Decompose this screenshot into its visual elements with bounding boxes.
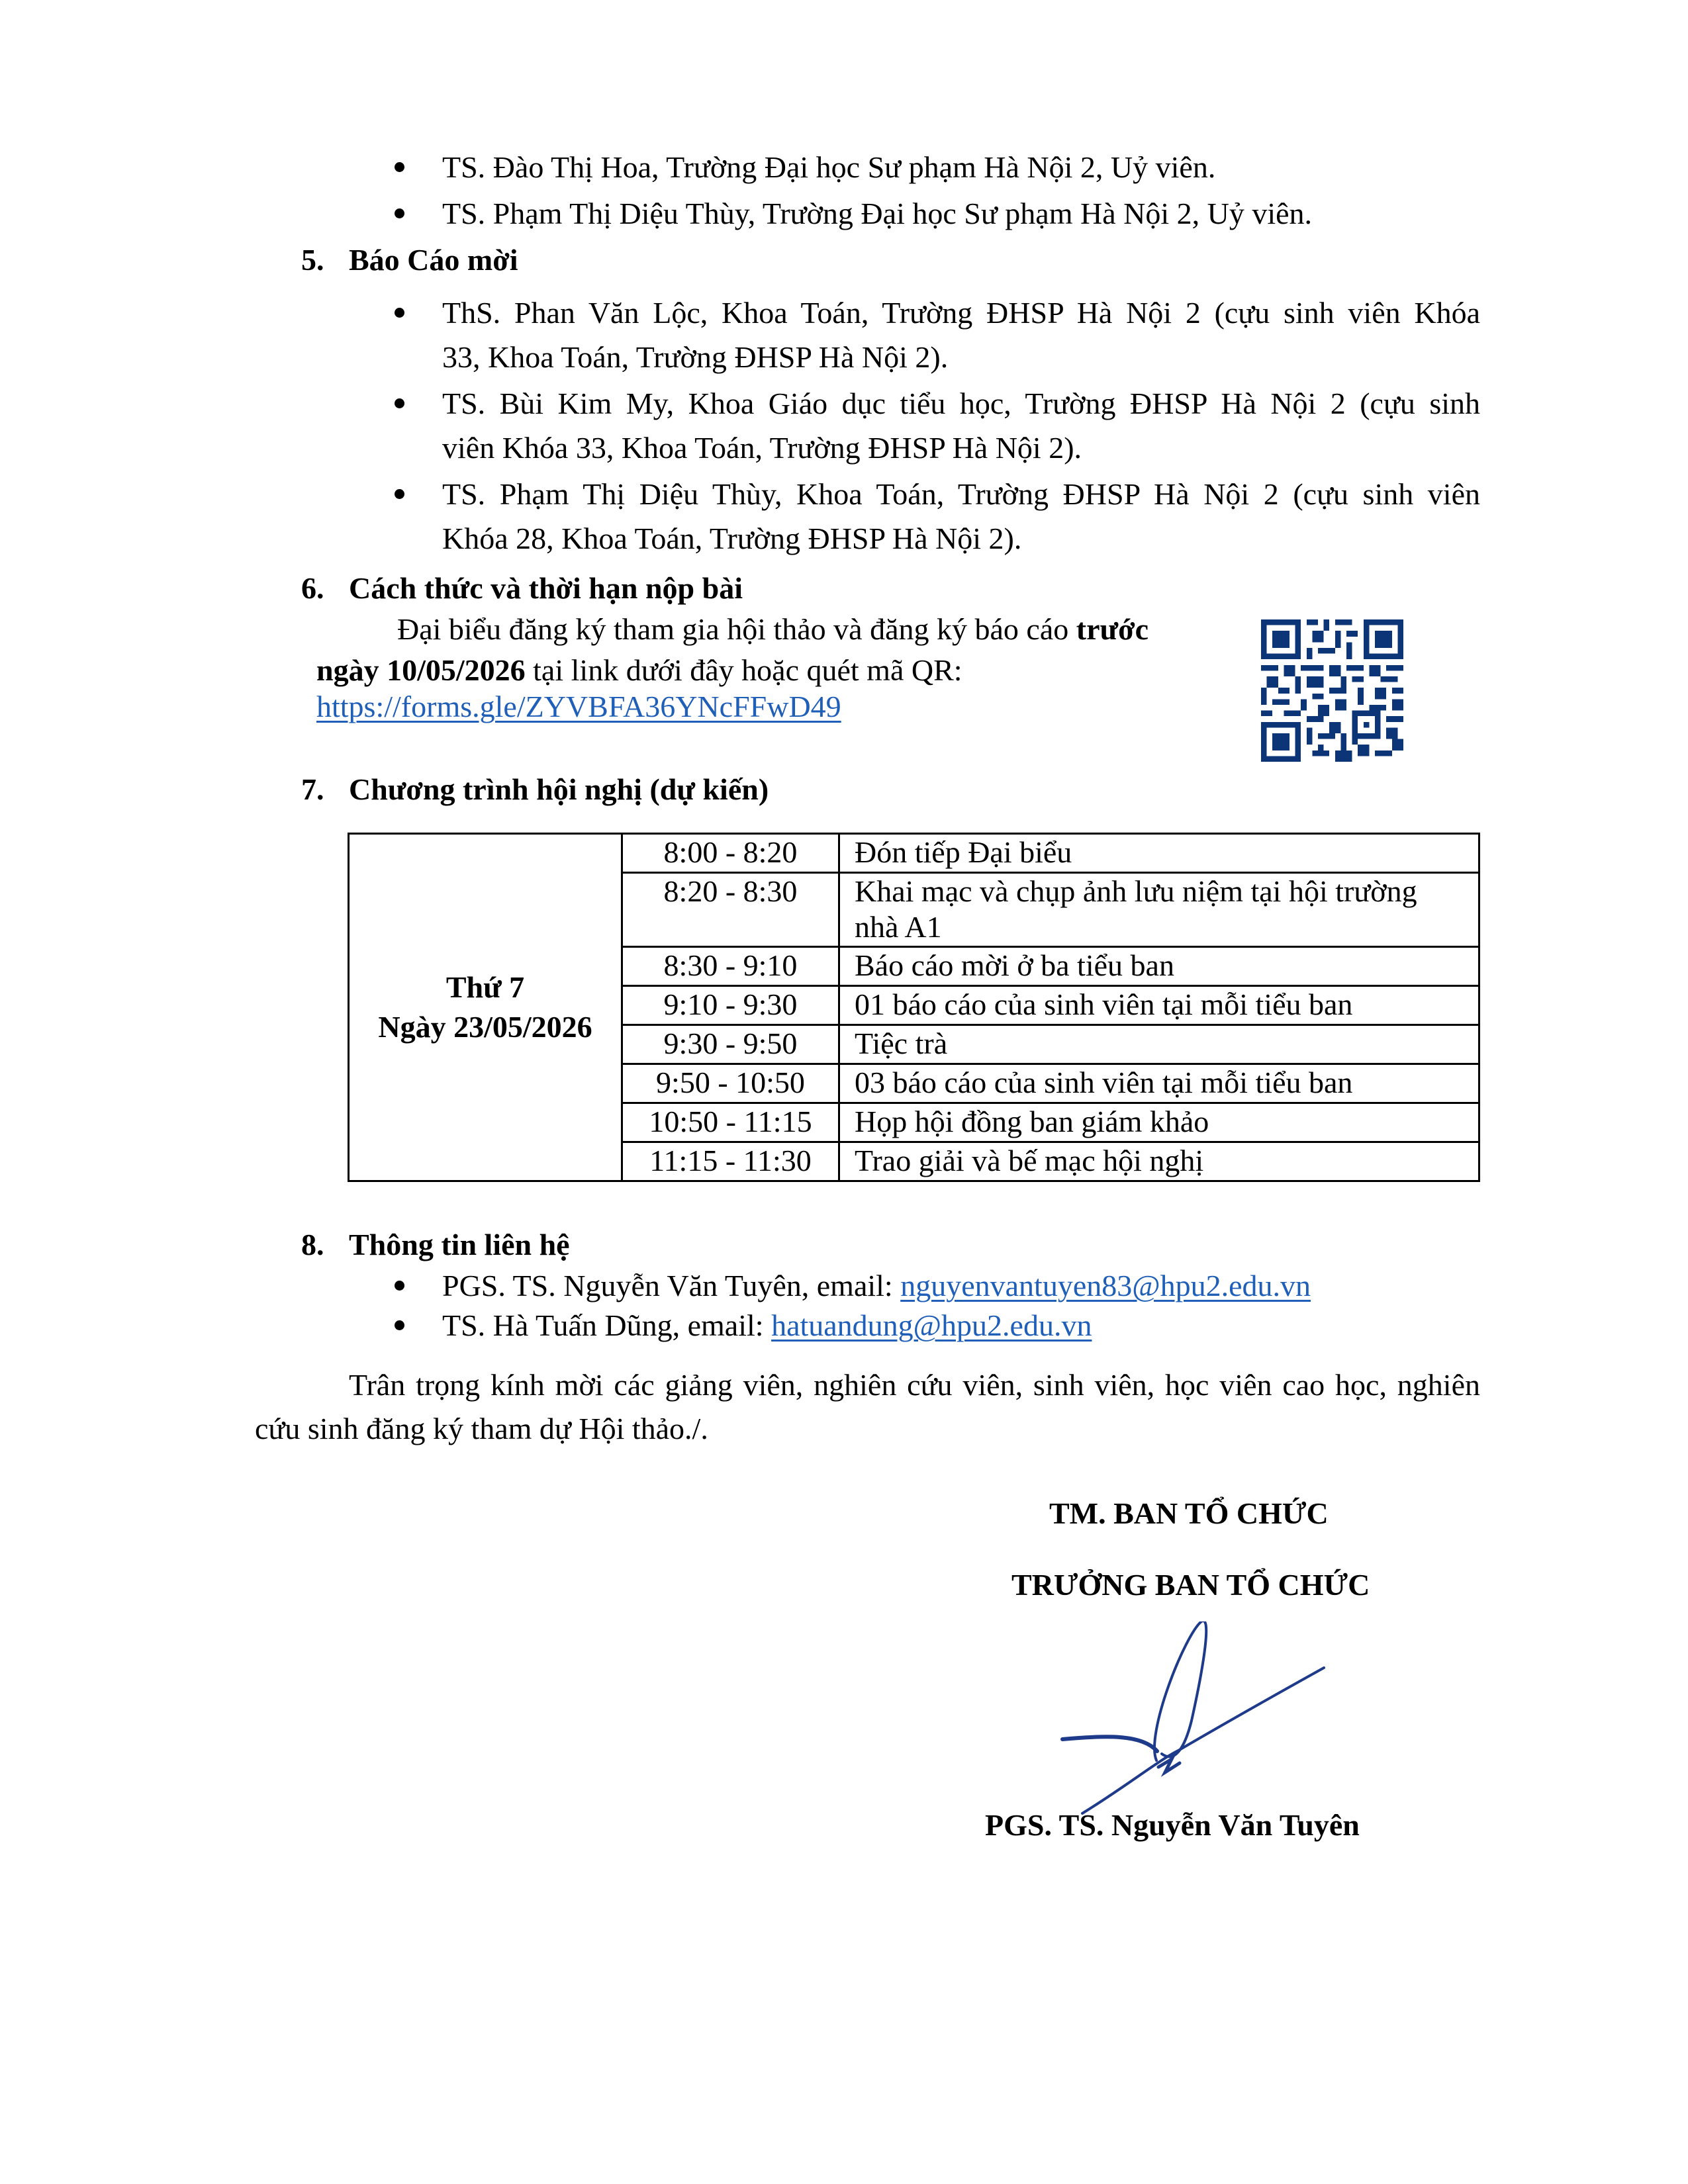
invited-speaker-line: viên Khóa 33, Khoa Toán, Trường ĐHSP Hà Nội 2). <box>442 431 1082 465</box>
activity-cell: Đón tiếp Đại biểu <box>839 834 1479 873</box>
section-6-title: Cách thức và thời hạn nộp bài <box>349 571 743 605</box>
contact-name: TS. Hà Tuấn Dũng, email: <box>442 1308 772 1342</box>
activity-cell: Tiệc trà <box>839 1025 1479 1064</box>
bullet-icon <box>395 1320 404 1330</box>
activity-cell: 03 báo cáo của sinh viên tại mỗi tiểu ban <box>839 1064 1479 1103</box>
activity-cell: 01 báo cáo của sinh viên tại mỗi tiểu ban <box>839 986 1479 1025</box>
registration-text-part2: tại link dưới đây hoặc quét mã QR: <box>525 653 962 687</box>
bullet-icon <box>395 308 404 318</box>
section-7-title: Chương trình hội nghị (dự kiến) <box>349 772 769 806</box>
activity-cell: Trao giải và bế mạc hội nghị <box>839 1142 1479 1181</box>
activity-cell: Khai mạc và chụp ảnh lưu niệm tại hội trường nhà A1 <box>839 873 1479 947</box>
section-6-number: 6. <box>301 571 324 605</box>
committee-member: TS. Phạm Thị Diệu Thùy, Trường Đại học Sư phạm Hà Nội 2, Uỷ viên. <box>442 197 1313 230</box>
committee-member: TS. Đào Thị Hoa, Trường Đại học Sư phạm Hà Nội 2, Uỷ viên. <box>442 150 1216 184</box>
time-cell: 9:50 - 10:50 <box>622 1064 839 1103</box>
invited-speaker-line: TS. Bùi Kim My, Khoa Giáo dục tiểu học, Trường ĐHSP Hà Nội 2 (cựu sinh <box>442 387 1480 420</box>
signatory-name: PGS. TS. Nguyễn Văn Tuyên <box>985 1808 1360 1842</box>
time-cell: 11:15 - 11:30 <box>622 1142 839 1181</box>
bullet-icon <box>395 398 404 408</box>
deadline-date: ngày 10/05/2026 <box>316 653 526 687</box>
time-cell: 10:50 - 11:15 <box>622 1103 839 1142</box>
section-5-title: Báo Cáo mời <box>349 243 518 277</box>
event-date: Ngày 23/05/2026 <box>378 1010 592 1044</box>
time-cell: 9:30 - 9:50 <box>622 1025 839 1064</box>
section-8-number: 8. <box>301 1228 324 1261</box>
invited-speaker-line: Khóa 28, Khoa Toán, Trường ĐHSP Hà Nội 2). <box>442 522 1022 555</box>
contact-name: PGS. TS. Nguyễn Văn Tuyên, email: <box>442 1269 901 1302</box>
registration-text-part1: Đại biểu đăng ký tham gia hội thảo và đăng ký báo cáo <box>397 612 1076 646</box>
deadline-before: trước <box>1076 612 1149 646</box>
section-5-number: 5. <box>301 243 324 277</box>
day-of-week: Thứ 7 <box>445 970 525 1004</box>
time-cell: 8:00 - 8:20 <box>622 834 839 873</box>
section-8-title: Thông tin liên hệ <box>349 1228 570 1261</box>
time-cell: 8:30 - 9:10 <box>622 947 839 986</box>
signature-title-2: TRƯỞNG BAN TỔ CHỨC <box>1011 1568 1370 1602</box>
contact-email-link[interactable]: nguyenvantuyen83@hpu2.edu.vn <box>900 1269 1311 1302</box>
handwritten-signature <box>1026 1621 1357 1820</box>
contact-item <box>442 1310 1092 1341</box>
closing-line: cứu sinh đăng ký tham dự Hội thảo./. <box>255 1412 708 1445</box>
bullet-icon <box>395 1281 404 1291</box>
registration-text <box>397 614 1149 645</box>
section-7-number: 7. <box>301 772 324 806</box>
activity-cell: Họp hội đồng ban giám khảo <box>839 1103 1479 1142</box>
time-cell: 8:20 - 8:30 <box>622 873 839 947</box>
program-schedule-table <box>348 833 1480 1182</box>
invited-speaker-line: ThS. Phan Văn Lộc, Khoa Toán, Trường ĐHSP Hà Nội 2 (cựu sinh viên Khóa <box>442 296 1480 330</box>
contact-email-link[interactable]: hatuandung@hpu2.edu.vn <box>771 1308 1092 1342</box>
invited-speaker-line: 33, Khoa Toán, Trường ĐHSP Hà Nội 2). <box>442 340 949 374</box>
table-row <box>349 834 1479 873</box>
contact-item <box>442 1271 1311 1301</box>
closing-line: Trân trọng kính mời các giảng viên, nghiên cứu viên, sinh viên, học viên cao học, nghiên <box>349 1368 1480 1402</box>
registration-form-link[interactable]: https://forms.gle/ZYVBFA36YNcFFwD49 <box>316 690 841 723</box>
qr-code-icon <box>1261 619 1403 762</box>
bullet-icon <box>395 162 404 172</box>
day-cell <box>349 834 622 1181</box>
registration-text-2 <box>316 655 962 686</box>
activity-cell: Báo cáo mời ở ba tiểu ban <box>839 947 1479 986</box>
bullet-icon <box>395 489 404 499</box>
bullet-icon <box>395 208 404 218</box>
time-cell: 9:10 - 9:30 <box>622 986 839 1025</box>
signature-title-1: TM. BAN TỔ CHỨC <box>1049 1496 1329 1530</box>
invited-speaker-line: TS. Phạm Thị Diệu Thùy, Khoa Toán, Trường ĐHSP Hà Nội 2 (cựu sinh viên <box>442 477 1480 511</box>
